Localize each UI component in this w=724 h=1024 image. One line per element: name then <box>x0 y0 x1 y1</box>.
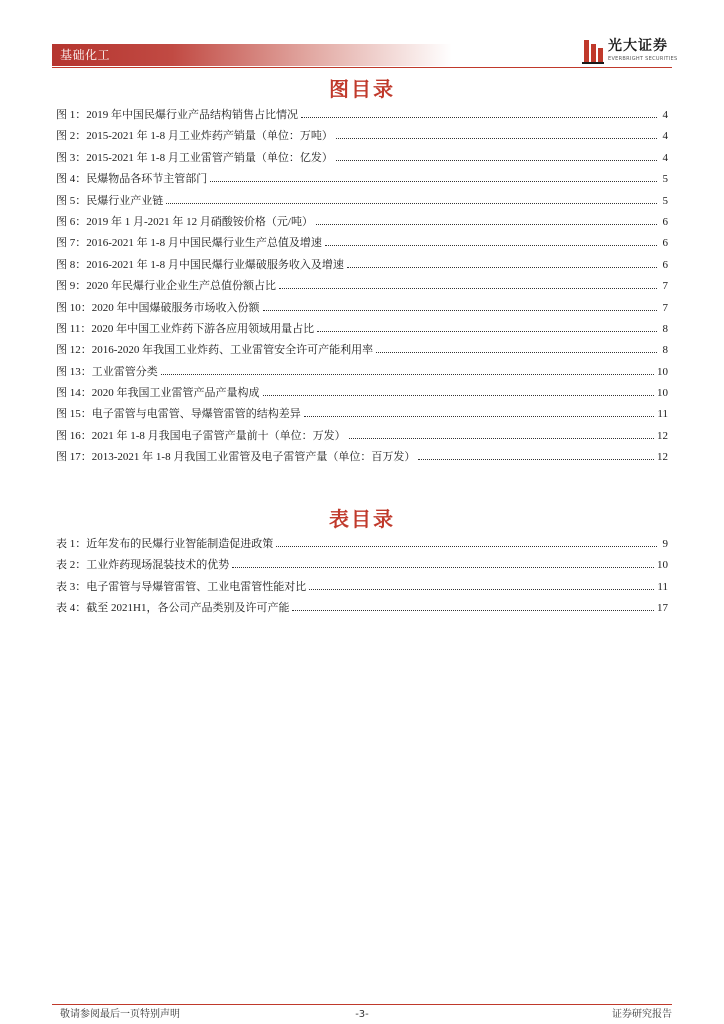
figure-toc-entry-page: 8 <box>662 322 668 335</box>
dot-leader <box>317 330 657 332</box>
figure-toc-entry-label: 图 11：2020 年中国工业炸药下游各应用领域用量占比 <box>56 322 315 335</box>
figure-toc-entry[interactable] <box>56 108 668 129</box>
figure-toc-entry-label: 图 4：民爆物品各环节主管部门 <box>56 173 208 186</box>
dot-leader <box>301 116 657 118</box>
dot-leader <box>292 609 654 611</box>
everbright-logo-icon <box>582 38 604 64</box>
figure-toc-entry-label: 图 9：2020 年民爆行业企业生产总值份额占比 <box>56 280 276 293</box>
figure-toc-entry[interactable] <box>56 258 668 279</box>
brand-logo <box>582 38 682 64</box>
dot-leader <box>304 415 655 417</box>
figure-toc-entry[interactable] <box>56 194 668 215</box>
figure-toc-entry-label: 图 14：2020 年我国工业雷管产品产量构成 <box>56 387 260 400</box>
figure-toc-entry-label: 图 15：电子雷管与电雷管、导爆管雷管的结构差异 <box>56 408 301 421</box>
figure-toc-entry-page: 5 <box>662 194 668 207</box>
figure-toc-entry-page: 4 <box>662 130 668 143</box>
figure-toc-entry-label: 图 7：2016-2021 年 1-8 月中国民爆行业生产总值及增速 <box>56 237 322 250</box>
figures-toc-title: 图目录 <box>329 77 395 101</box>
figure-toc-entry-page: 11 <box>657 408 668 421</box>
table-toc-entry[interactable] <box>56 580 668 601</box>
figure-toc-entry-label: 图 2：2015-2021 年 1-8 月工业炸药产销量（单位：万吨） <box>56 130 333 143</box>
figure-toc-entry[interactable] <box>56 386 668 407</box>
dot-leader <box>336 137 657 139</box>
figure-toc-entry-label: 图 6：2019 年 1 月-2021 年 12 月硝酸铵价格（元/吨） <box>56 215 313 228</box>
dot-leader <box>316 223 657 225</box>
table-toc-entry-label: 表 3：电子雷管与导爆管雷管、工业电雷管性能对比 <box>56 580 307 593</box>
tables-toc-title: 表目录 <box>329 507 395 531</box>
footer-report-type: 证券研究报告 <box>612 1009 672 1020</box>
figure-toc-entry[interactable] <box>56 301 668 322</box>
table-toc-entry[interactable] <box>56 537 668 558</box>
dot-leader <box>263 394 655 396</box>
figure-toc-entry-page: 5 <box>662 173 668 186</box>
dot-leader <box>210 180 657 182</box>
figure-toc-entry-label: 图 10：2020 年中国爆破服务市场收入份额 <box>56 301 260 314</box>
footer-disclaimer: 敬请参阅最后一页特别声明 <box>60 1009 180 1020</box>
figure-toc-entry-label: 图 12：2016-2020 年我国工业炸药、工业雷管安全许可产能利用率 <box>56 344 374 357</box>
figure-toc-entry[interactable] <box>56 322 668 343</box>
dot-leader <box>232 566 654 568</box>
figure-toc-entry-label: 图 1：2019 年中国民爆行业产品结构销售占比情况 <box>56 109 298 121</box>
dot-leader <box>279 287 657 289</box>
figure-toc-entry[interactable] <box>56 236 668 257</box>
figure-toc-entry-page: 6 <box>662 215 668 228</box>
table-toc-entry[interactable] <box>56 558 668 579</box>
figure-toc-entry-page: 6 <box>662 237 668 250</box>
page-number: -3- <box>355 1009 369 1020</box>
table-toc-entry[interactable] <box>56 601 668 622</box>
table-toc-entry-label: 表 4：截至 2021H1，各公司产品类别及许可产能 <box>56 602 290 615</box>
dot-leader <box>376 351 657 353</box>
figure-toc-entry-label: 图 13：工业雷管分类 <box>56 365 158 378</box>
header-band <box>52 44 452 66</box>
table-toc-entry-label: 表 2：工业炸药现场混装技术的优势 <box>56 559 230 572</box>
figure-toc-entry-page: 12 <box>657 451 668 464</box>
figure-toc-entry-page: 6 <box>662 258 668 271</box>
figure-toc-entry[interactable] <box>56 151 668 172</box>
figure-toc-entry[interactable] <box>56 129 668 150</box>
figure-toc-entry-label: 图 5：民爆行业产业链 <box>56 194 164 207</box>
figure-toc-entry[interactable] <box>56 172 668 193</box>
table-toc-entry-label: 表 1：近年发布的民爆行业智能制造促进政策 <box>56 538 274 550</box>
figure-toc-entry-page: 10 <box>657 365 668 378</box>
figure-toc-entry-page: 4 <box>662 151 668 164</box>
dot-leader <box>276 545 657 547</box>
figure-toc-entry[interactable] <box>56 279 668 300</box>
dot-leader <box>166 202 657 204</box>
figure-toc-entry[interactable] <box>56 450 668 471</box>
dot-leader <box>263 309 658 311</box>
section-label: 基础化工 <box>60 48 111 62</box>
table-toc-entry-page: 11 <box>657 580 668 593</box>
figure-toc-entry[interactable] <box>56 215 668 236</box>
dot-leader <box>418 458 654 460</box>
figure-toc-entry-page: 4 <box>662 109 668 121</box>
dot-leader <box>161 373 654 375</box>
footer-divider <box>52 1004 672 1005</box>
figure-toc-entry-page: 12 <box>657 429 668 442</box>
figure-toc-entry-page: 7 <box>662 301 668 314</box>
tables-toc-list <box>56 537 668 623</box>
figure-toc-entry-page: 10 <box>657 387 668 400</box>
table-toc-entry-page: 10 <box>657 559 668 572</box>
logo-name: 光大证券 <box>608 38 668 54</box>
figure-toc-entry[interactable] <box>56 343 668 364</box>
figure-toc-entry[interactable] <box>56 429 668 450</box>
figure-toc-entry-label: 图 3：2015-2021 年 1-8 月工业雷管产销量（单位：亿发） <box>56 151 333 164</box>
dot-leader <box>325 244 657 246</box>
table-toc-entry-page: 9 <box>662 538 668 550</box>
figure-toc-entry-label: 图 17：2013-2021 年 1-8 月我国工业雷管及电子雷管产量（单位：百万发） <box>56 451 416 464</box>
figure-toc-entry[interactable] <box>56 365 668 386</box>
logo-tagline: EVERBRIGHT SECURITIES <box>608 56 678 62</box>
figure-toc-entry-page: 8 <box>662 344 668 357</box>
dot-leader <box>309 588 654 590</box>
dot-leader <box>349 437 654 439</box>
dot-leader <box>347 266 657 268</box>
dot-leader <box>336 159 657 161</box>
figures-toc-list <box>56 108 668 472</box>
figure-toc-entry[interactable] <box>56 407 668 428</box>
header-divider <box>52 67 672 68</box>
table-toc-entry-page: 17 <box>657 602 668 615</box>
figure-toc-entry-label: 图 16：2021 年 1-8 月我国电子雷管产量前十（单位：万发） <box>56 429 346 442</box>
figure-toc-entry-page: 7 <box>662 280 668 293</box>
figure-toc-entry-label: 图 8：2016-2021 年 1-8 月中国民爆行业爆破服务收入及增速 <box>56 258 344 271</box>
